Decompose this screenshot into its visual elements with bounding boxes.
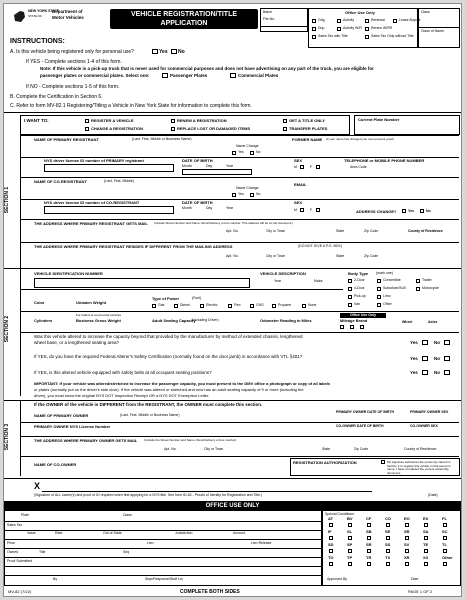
transfer-plates-checkbox[interactable] bbox=[283, 127, 287, 131]
condition-code: SD bbox=[328, 542, 334, 547]
power-diesel[interactable] bbox=[174, 304, 178, 308]
condition-code: CO bbox=[385, 516, 391, 521]
condition-checkbox[interactable] bbox=[386, 523, 390, 527]
condition-code: XR bbox=[404, 555, 410, 560]
condition-code: SP bbox=[347, 542, 353, 547]
mileage-x[interactable] bbox=[360, 325, 364, 329]
replace-items-checkbox[interactable] bbox=[171, 127, 175, 131]
body-limo[interactable] bbox=[377, 295, 381, 299]
condition-code: SC bbox=[442, 529, 448, 534]
dup-checkbox[interactable] bbox=[312, 27, 316, 31]
condition-checkbox[interactable] bbox=[348, 562, 352, 566]
co-sex-f-checkbox[interactable] bbox=[316, 208, 320, 212]
condition-checkbox[interactable] bbox=[348, 536, 352, 540]
registration-authorization: REGISTRATION AUTHORIZATION My signature authorizes the person(s) named in Section 1 to register this vehicle in that person's name. I have completed the current ownership document. bbox=[290, 458, 460, 476]
condition-code: SA bbox=[423, 529, 429, 534]
office-use-header: OFFICE USE ONLY bbox=[4, 501, 461, 510]
power-propane[interactable] bbox=[272, 304, 276, 308]
body-trailer[interactable] bbox=[416, 279, 420, 283]
condition-code: SS bbox=[385, 542, 391, 547]
condition-checkbox[interactable] bbox=[329, 549, 333, 553]
batch-box: Batch File No. bbox=[260, 8, 308, 32]
owner-signature-line[interactable] bbox=[42, 491, 372, 492]
condition-checkbox[interactable] bbox=[405, 523, 409, 527]
co-name-change-no[interactable] bbox=[250, 193, 254, 197]
condition-code: SE bbox=[385, 529, 391, 534]
sales-tax-title-checkbox[interactable] bbox=[312, 35, 316, 39]
page-number: PAGE 1 OF 2 bbox=[408, 589, 433, 594]
primary-license-field[interactable] bbox=[44, 164, 174, 172]
condition-checkbox[interactable] bbox=[405, 536, 409, 540]
lease-buyout-checkbox[interactable] bbox=[393, 19, 397, 23]
safety-belts-no[interactable] bbox=[444, 370, 450, 375]
condition-checkbox[interactable] bbox=[424, 562, 428, 566]
name-change-yes[interactable] bbox=[232, 151, 236, 155]
power-flex[interactable] bbox=[228, 304, 232, 308]
mileage-a[interactable] bbox=[340, 325, 344, 329]
i-want-to-box: I WANT TO: REGISTER A VEHICLE CHANGE A REGISTRATION RENEW A REGISTRATION REPLACE LOST OR DAMAGED ITEMS GET A TITLE ONLY TRANSFER PLATES bbox=[20, 115, 350, 135]
activity-checkbox[interactable] bbox=[337, 19, 341, 23]
condition-code: TL bbox=[442, 542, 447, 547]
power-cng[interactable] bbox=[250, 304, 254, 308]
condition-checkbox[interactable] bbox=[367, 523, 371, 527]
section-1-label: SECTION 1 bbox=[4, 186, 11, 214]
complete-both-sides: COMPLETE BOTH SIDES bbox=[180, 589, 240, 595]
condition-checkbox[interactable] bbox=[329, 562, 333, 566]
condition-checkbox[interactable] bbox=[443, 549, 447, 553]
power-electric[interactable] bbox=[200, 304, 204, 308]
co-license-field[interactable] bbox=[44, 206, 174, 214]
condition-code: SR bbox=[366, 542, 372, 547]
body-van[interactable] bbox=[348, 303, 352, 307]
dept-label: Department of bbox=[52, 9, 83, 14]
office-use-grid: Plate Class Sales Tax Value Rate Out of State Jurisdiction Amount Price Lien Lien Release Owned Title Seq Proof Submitted Stop/Response/Stuff Lm By bbox=[4, 510, 322, 586]
condition-checkbox[interactable] bbox=[386, 549, 390, 553]
condition-code: TR bbox=[366, 555, 372, 560]
condition-code: FL bbox=[442, 516, 447, 521]
activity-wr-checkbox[interactable] bbox=[337, 27, 341, 31]
address-change-no[interactable] bbox=[420, 209, 424, 213]
address-change-yes[interactable] bbox=[402, 209, 406, 213]
condition-code: BV bbox=[347, 516, 353, 521]
altered-no[interactable] bbox=[444, 340, 450, 345]
condition-code: CF bbox=[366, 516, 372, 521]
form-page: NEW YORK STATE STATE OF Department of Motor Vehicles VEHICLE REGISTRATION/TITLE APPLICATION Batch File No. Office Use Only Orig Dup Sales Tax with Title Activity Activity W/R Renewal Renew W/RR Sales Tax Only without Title Lease Buyout Class Class of Name INSTRUCTIONS: A. Is this vehicle being registered only for personal use? Yes No If YES - Complete sections 1-4 of this form. Note: If this vehicle is a pick-up truck that is never used for commercial purposes and does not have advertising on any part of the truck, you are eligible for passenger plates or commercial plates. Select one: Passenger Plates Commercial Plates If NO - Complete sections 1-5 of this form. B. Complete the Certification in Section 6. C. Refer to form MV-82.1 Registering/Titling a Vehicle in New York State for information to complete this form. I WANT TO: REGISTER A VEHICLE CHANGE A REGISTRATION RENEW A REGISTRATION REPLACE LOST OR DAMAGED ITEMS GET A TITLE ONLY TRANSFER PLATES Current Plate Number SECTION 1 NAME OF PRIMARY REGISTRANT (Last, First, Middle or Business Name) FORMER NAME (if your name has changed you must present proof) Name Change Yes No NYS driver license ID number of PRIMARY registrant DATE OF BIRTH Month Day Year SEX M F TELEPHONE or MOBILE PHONE NUMBER Area Code NAME OF CO-REGISTRANT (Last, First, Middle) EMAIL Name Change Yes No NYS driver license ID number of CO-REGISTRANT DATE OF BIRTH Month Day Year SEX M F ADDRESS CHANGE? Yes No THE ADDRESS WHERE PRIMARY REGISTRANT GETS MAIL (Include Street Number and Name, Rural Delivery or box number. This address will be on the document.) Apt. No. City or Town State Zip Code County of Residence THE ADDRESS WHERE PRIMARY REGISTRANT RESIDES IF DIFFERENT FROM THE MAILING ADDRESS (DO NOT GIVE A P.O. BOX) Apt. No. City or Town State Zip Code SECTION 2 VEHICLE IDENTIFICATION NUMBER VEHICLE DESCRIPTION Year Make Body Type (mark one) 2-Door Convertible Trailer 4-Door Suburban/SUV Motorcycle Pick-up Limo Van Other Color Unladen Weight Type of Power (Fuel) Gas Diesel Electric Flex CNG Propane None For trailers & commercial vehicles Cylinders Business Gross Weight Adult Seating Capacity (Including Driver) Odometer Reading in Miles Mileage Brand Office Use Only Wheel Axles Was this vehicle altered to increase the capacity beyond that provided by the manufacturer by method of extended chassis, lengthened wheel base, or a lengthened seating area? Yes No If YES, do you have the required Federal Alterer's Safety Certification (normally found on the door jamb) in accordance with VTL §401? Yes No If YES, is this altered vehicle equipped with safety belts at all occupant seating positions? Yes No IMPORTANT: If your vehicle was altered/stretched to increase the passenger capacity, you must present to the DMV office a photograph or copy of all labels or plates (normally put on the driver's side door). If the vehicle was altered or stretched and now has an adult seating capacity of 9 or more (including the driver), you must show the original NYS DOT Inspection Receipt OR a NYS DOT Exemption Letter. SECTION 3 If the OWNER of the vehicle is DIFFERENT from the REGISTRANT, the OWNER must complete this section. NAME OF PRIMARY OWNER (Last, First, Middle or Business Name) PRIMARY OWNER DATE OF BIRTH PRIMARY OWNER SEX PRIMARY OWNER NYS License Number CO-OWNER DATE OF BIRTH CO-OWNER SEX THE ADDRESS WHERE PRIMARY OWNER GETS MAIL (Include the Street Number and Name, Rural Delivery or box number) Apt. No. City or Town State Zip Code County of Residence NAME OF CO-OWNER REGISTRATION AUTHORIZATION My signature authorizes the person(s) named in Section 1 to register this vehicle in that person's name. I have completed the current ownership document. X (Signature of ALL owner(s) and proof of ID required when first applying for a NYS title. See form ID-82 - Proofs of Identity for Registration and Title.) (Date) OFFICE USE ONLY Plate Class Sales Tax Value Rate Out of State Jurisdiction Amount Price Lien Lien Release Owned Title Seq Proof Submitted Stop/Response/Stuff Lm By Special Conditions AT BV CF CO EO EX FL IF SL SB SE SR SA SC SD SP SR SS SV TE TL TO TP TR TX XR XX Other Approved By Date MV-82 (7/22) COMPLETE BOTH SIDES PAGE 1 OF 2 bbox=[3, 3, 462, 597]
condition-code: TP bbox=[347, 555, 353, 560]
change-registration-checkbox[interactable] bbox=[85, 127, 89, 131]
section-3-label: SECTION 3 bbox=[4, 423, 11, 451]
body-suv[interactable] bbox=[377, 287, 381, 291]
condition-code: SL bbox=[347, 529, 353, 534]
form-number: MV-82 (7/22) bbox=[8, 589, 32, 594]
body-4door[interactable] bbox=[348, 287, 352, 291]
sex-f-checkbox[interactable] bbox=[316, 165, 320, 169]
alterer-cert-no[interactable] bbox=[444, 356, 450, 361]
condition-code: TO bbox=[328, 555, 334, 560]
renew-wr-checkbox[interactable] bbox=[365, 27, 369, 31]
condition-checkbox[interactable] bbox=[367, 549, 371, 553]
condition-code: TE bbox=[423, 542, 429, 547]
name-change-no[interactable] bbox=[250, 151, 254, 155]
condition-checkbox[interactable] bbox=[348, 523, 352, 527]
body-2door[interactable] bbox=[348, 279, 352, 283]
condition-checkbox[interactable] bbox=[424, 549, 428, 553]
condition-code: EO bbox=[404, 516, 410, 521]
body-motorcycle[interactable] bbox=[416, 287, 420, 291]
mileage-n[interactable] bbox=[350, 325, 354, 329]
register-vehicle-checkbox[interactable] bbox=[85, 119, 89, 123]
condition-checkbox[interactable] bbox=[329, 536, 333, 540]
alterer-cert-yes[interactable] bbox=[422, 356, 428, 361]
nys-map-icon bbox=[12, 9, 26, 23]
condition-checkbox[interactable] bbox=[443, 536, 447, 540]
nys-logo: NEW YORK STATE STATE OF bbox=[12, 9, 54, 23]
class-box: Class Class of Name bbox=[418, 8, 460, 48]
altered-yes[interactable] bbox=[422, 340, 428, 345]
condition-code: SV bbox=[404, 542, 410, 547]
body-other[interactable] bbox=[377, 303, 381, 307]
title-only-checkbox[interactable] bbox=[283, 119, 287, 123]
instructions-heading: INSTRUCTIONS: bbox=[10, 38, 65, 45]
condition-checkbox[interactable] bbox=[405, 562, 409, 566]
body-convertible[interactable] bbox=[377, 279, 381, 283]
primary-dob-field[interactable] bbox=[182, 169, 252, 175]
co-sex-m-checkbox[interactable] bbox=[300, 208, 304, 212]
condition-checkbox[interactable] bbox=[329, 523, 333, 527]
sex-m-checkbox[interactable] bbox=[300, 165, 304, 169]
personal-use-yes-checkbox[interactable] bbox=[152, 49, 158, 54]
condition-checkbox[interactable] bbox=[386, 536, 390, 540]
dept-label-2: Motor Vehicles bbox=[52, 15, 84, 20]
co-name-change-yes[interactable] bbox=[232, 193, 236, 197]
passenger-plates-checkbox[interactable] bbox=[162, 73, 168, 78]
special-conditions: Special Conditions AT BV CF CO EO EX FL IF SL SB SE SR SA SC SD SP SR SS SV TE TL TO TP TR TX XR XX Other Approved By Date bbox=[322, 510, 461, 586]
condition-code: SB bbox=[366, 529, 372, 534]
body-pickup[interactable] bbox=[348, 295, 352, 299]
condition-checkbox[interactable] bbox=[443, 523, 447, 527]
condition-code: SR bbox=[404, 529, 410, 534]
personal-use-no-checkbox[interactable] bbox=[171, 49, 177, 54]
section-2-label: SECTION 2 bbox=[4, 315, 11, 343]
power-none[interactable] bbox=[302, 304, 306, 308]
form-title: VEHICLE REGISTRATION/TITLE APPLICATION bbox=[110, 9, 258, 29]
condition-checkbox[interactable] bbox=[405, 549, 409, 553]
condition-code: EX bbox=[423, 516, 429, 521]
power-gas[interactable] bbox=[152, 304, 156, 308]
renewal-checkbox[interactable] bbox=[365, 19, 369, 23]
condition-code: TX bbox=[385, 555, 391, 560]
current-plate-field[interactable]: Current Plate Number bbox=[354, 115, 460, 135]
condition-checkbox[interactable] bbox=[424, 523, 428, 527]
condition-checkbox[interactable] bbox=[424, 536, 428, 540]
condition-checkbox[interactable] bbox=[443, 562, 447, 566]
question-a: A. Is this vehicle being registered only for personal use? bbox=[10, 49, 134, 55]
condition-code: XX bbox=[423, 555, 429, 560]
condition-checkbox[interactable] bbox=[367, 536, 371, 540]
commercial-plates-checkbox[interactable] bbox=[230, 73, 236, 78]
vin-field[interactable] bbox=[34, 278, 250, 288]
authorization-checkbox[interactable] bbox=[381, 460, 385, 464]
condition-checkbox[interactable] bbox=[348, 549, 352, 553]
condition-checkbox[interactable] bbox=[367, 562, 371, 566]
sales-tax-only-checkbox[interactable] bbox=[365, 35, 369, 39]
condition-code: AT bbox=[328, 516, 334, 521]
orig-checkbox[interactable] bbox=[312, 19, 316, 23]
condition-code: Other bbox=[442, 555, 453, 560]
condition-checkbox[interactable] bbox=[386, 562, 390, 566]
condition-code: IF bbox=[328, 529, 332, 534]
office-use-box: Office Use Only Orig Dup Sales Tax with Title Activity Activity W/R Renewal Renew W/RR Sales Tax Only without Title Lease Buyout bbox=[308, 8, 418, 48]
renew-registration-checkbox[interactable] bbox=[171, 119, 175, 123]
safety-belts-yes[interactable] bbox=[422, 370, 428, 375]
